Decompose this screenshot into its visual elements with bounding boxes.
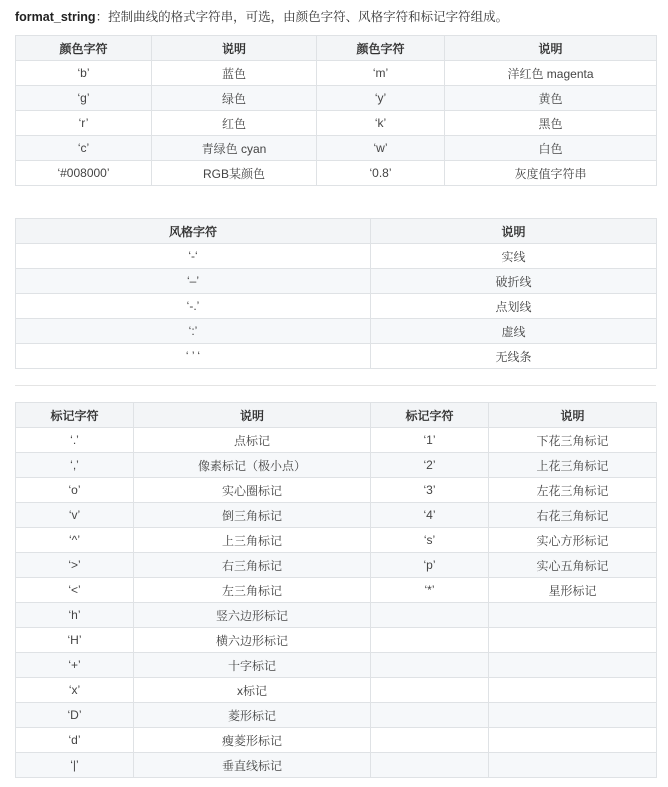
table-cell: ‘.’: [16, 428, 134, 453]
table-row: [16, 86, 657, 111]
table-cell: ‘*’: [371, 578, 489, 603]
table-cell: 垂直线标记: [134, 753, 371, 778]
table-cell: 右三角标记: [134, 553, 371, 578]
table-cell: 实心方形标记: [489, 528, 657, 553]
intro-text: ：控制曲线的格式字符串，可选，由颜色字符、风格字符和标记字符组成。: [95, 10, 509, 24]
column-header: 说明: [134, 403, 371, 428]
table-cell: 倒三角标记: [134, 503, 371, 528]
table-row: [16, 703, 657, 728]
table-cell: ‘r’: [16, 111, 152, 136]
table-cell: ‘D’: [16, 703, 134, 728]
table-cell: [371, 603, 489, 628]
table-cell: 红色: [152, 111, 317, 136]
table-cell: ‘<’: [16, 578, 134, 603]
table-cell: ‘d’: [16, 728, 134, 753]
table-cell: 实心圈标记: [134, 478, 371, 503]
column-header: 风格字符: [16, 219, 371, 244]
table-cell: ‘s’: [371, 528, 489, 553]
table-cell: ‘w’: [317, 136, 445, 161]
table-cell: 上花三角标记: [489, 453, 657, 478]
table-row: [16, 478, 657, 503]
table-cell: ‘o’: [16, 478, 134, 503]
table-row: [16, 678, 657, 703]
table-cell: 左三角标记: [134, 578, 371, 603]
table-cell: 黄色: [445, 86, 657, 111]
table-cell: ‘h’: [16, 603, 134, 628]
table-row: [16, 344, 657, 369]
table-cell: [371, 678, 489, 703]
table-cell: 上三角标记: [134, 528, 371, 553]
table-cell: ‘v’: [16, 503, 134, 528]
table-cell: ‘c’: [16, 136, 152, 161]
table-row: [16, 244, 657, 269]
table-cell: 无线条: [371, 344, 657, 369]
table-row: [16, 161, 657, 186]
table-cell: 菱形标记: [134, 703, 371, 728]
table-cell: [371, 628, 489, 653]
table-cell: 瘦菱形标记: [134, 728, 371, 753]
table-header-row: [16, 403, 657, 428]
table-cell: ‘m’: [317, 61, 445, 86]
marker-table: [15, 402, 657, 778]
table-cell: ‘,’: [16, 453, 134, 478]
table-row: [16, 653, 657, 678]
table-cell: 右花三角标记: [489, 503, 657, 528]
table-row: [16, 578, 657, 603]
table-cell: ‘-‘: [16, 244, 371, 269]
table-cell: 十字标记: [134, 653, 371, 678]
table-header-row: [16, 219, 657, 244]
table-cell: ‘|’: [16, 753, 134, 778]
column-header: 颜色字符: [317, 36, 445, 61]
intro-paragraph: [15, 7, 508, 25]
table-row: [16, 453, 657, 478]
table-row: [16, 319, 657, 344]
table-cell: ‘b’: [16, 61, 152, 86]
table-cell: ‘H’: [16, 628, 134, 653]
table-cell: 蓝色: [152, 61, 317, 86]
table-cell: 虚线: [371, 319, 657, 344]
style-table: [15, 218, 657, 369]
section-divider: [15, 385, 656, 386]
table-cell: ‘ ’ ‘: [16, 344, 371, 369]
column-header: 说明: [489, 403, 657, 428]
table-cell: 实心五角标记: [489, 553, 657, 578]
table-cell: x标记: [134, 678, 371, 703]
column-header: 说明: [371, 219, 657, 244]
column-header: 说明: [152, 36, 317, 61]
table-cell: [489, 628, 657, 653]
table-cell: ‘4’: [371, 503, 489, 528]
table-cell: 星形标记: [489, 578, 657, 603]
table-row: [16, 294, 657, 319]
table-cell: ‘-.’: [16, 294, 371, 319]
table-cell: 像素标记（极小点）: [134, 453, 371, 478]
table-cell: [371, 653, 489, 678]
table-cell: [371, 728, 489, 753]
table-cell: [489, 753, 657, 778]
table-row: [16, 728, 657, 753]
table-header-row: [16, 36, 657, 61]
column-header: 标记字符: [16, 403, 134, 428]
table-cell: ‘^’: [16, 528, 134, 553]
table-cell: 破折线: [371, 269, 657, 294]
table-cell: 下花三角标记: [489, 428, 657, 453]
table-cell: ‘g’: [16, 86, 152, 111]
table-cell: ‘:’: [16, 319, 371, 344]
table-cell: 横六边形标记: [134, 628, 371, 653]
intro-term: format_string: [15, 10, 96, 24]
table-cell: [489, 603, 657, 628]
table-row: [16, 628, 657, 653]
table-cell: 实线: [371, 244, 657, 269]
table-cell: ‘p’: [371, 553, 489, 578]
table-row: [16, 503, 657, 528]
table-cell: [489, 678, 657, 703]
table-cell: RGB某颜色: [152, 161, 317, 186]
table-cell: ‘+’: [16, 653, 134, 678]
table-cell: 灰度值字符串: [445, 161, 657, 186]
table-cell: ‘1’: [371, 428, 489, 453]
table-cell: 竖六边形标记: [134, 603, 371, 628]
table-cell: ‘0.8’: [317, 161, 445, 186]
table-cell: ‘k’: [317, 111, 445, 136]
table-row: [16, 603, 657, 628]
column-header: 颜色字符: [16, 36, 152, 61]
table-row: [16, 528, 657, 553]
table-row: [16, 111, 657, 136]
table-cell: 点划线: [371, 294, 657, 319]
table-cell: 左花三角标记: [489, 478, 657, 503]
column-header: 说明: [445, 36, 657, 61]
table-cell: [371, 753, 489, 778]
table-cell: 白色: [445, 136, 657, 161]
table-cell: [489, 703, 657, 728]
table-cell: ‘y’: [317, 86, 445, 111]
table-cell: ‘2’: [371, 453, 489, 478]
table-row: [16, 753, 657, 778]
table-cell: 点标记: [134, 428, 371, 453]
table-row: [16, 428, 657, 453]
table-cell: [489, 728, 657, 753]
table-cell: [489, 653, 657, 678]
table-cell: 青绿色 cyan: [152, 136, 317, 161]
table-cell: ‘#008000’: [16, 161, 152, 186]
column-header: 标记字符: [371, 403, 489, 428]
table-row: [16, 136, 657, 161]
table-cell: 黑色: [445, 111, 657, 136]
table-cell: ‘>’: [16, 553, 134, 578]
table-cell: ‘3’: [371, 478, 489, 503]
color-table: [15, 35, 657, 186]
table-cell: [371, 703, 489, 728]
table-cell: 绿色: [152, 86, 317, 111]
table-row: [16, 553, 657, 578]
table-cell: ‘–’: [16, 269, 371, 294]
table-row: [16, 61, 657, 86]
table-cell: 洋红色 magenta: [445, 61, 657, 86]
table-cell: ‘x’: [16, 678, 134, 703]
table-row: [16, 269, 657, 294]
